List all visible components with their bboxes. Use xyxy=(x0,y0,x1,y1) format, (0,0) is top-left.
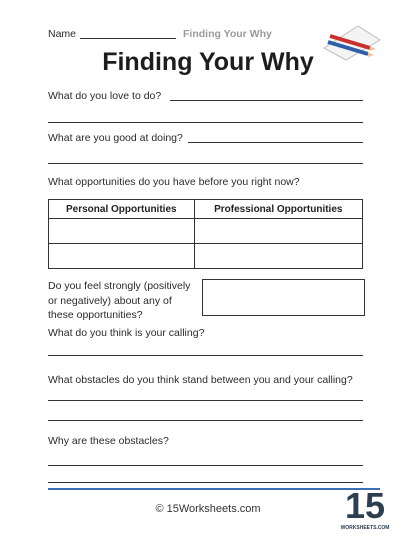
header-subtitle: Finding Your Why xyxy=(183,28,272,40)
table-cell[interactable] xyxy=(49,219,195,244)
table-cell[interactable] xyxy=(194,219,362,244)
page-title: Finding Your Why xyxy=(102,48,314,76)
answer-line[interactable] xyxy=(48,163,363,164)
opportunities-table xyxy=(48,199,363,269)
question-opportunities: What opportunities do you have before you right now? xyxy=(48,176,300,188)
worksheets-logo xyxy=(340,484,390,532)
answer-line[interactable] xyxy=(188,142,363,143)
column-header-professional: Professional Opportunities xyxy=(194,200,362,219)
question-feel-strongly-3: these opportunities? xyxy=(48,309,143,321)
footer-divider xyxy=(48,488,380,490)
question-why-obstacles: Why are these obstacles? xyxy=(48,435,169,447)
answer-line[interactable] xyxy=(48,420,363,421)
answer-box[interactable] xyxy=(202,279,365,316)
table-cell[interactable] xyxy=(49,244,195,269)
question-feel-strongly-2: or negatively) about any of xyxy=(48,295,172,307)
logo-number: 15 xyxy=(344,485,386,526)
question-good-at: What are you good at doing? xyxy=(48,132,183,144)
answer-line[interactable] xyxy=(48,400,363,401)
question-love-to-do: What do you love to do? xyxy=(48,90,162,102)
name-field-line[interactable] xyxy=(80,38,176,39)
answer-line[interactable] xyxy=(48,122,363,123)
question-feel-strongly-1: Do you feel strongly (positively xyxy=(48,280,191,292)
column-header-personal: Personal Opportunities xyxy=(49,200,195,219)
footer-copyright: © 15Worksheets.com xyxy=(155,503,261,515)
logo-text: WORKSHEETS.COM xyxy=(340,525,390,531)
answer-line[interactable] xyxy=(48,355,363,356)
name-label: Name xyxy=(48,28,77,40)
answer-line[interactable] xyxy=(170,100,363,101)
table-cell[interactable] xyxy=(194,244,362,269)
answer-line[interactable] xyxy=(48,482,363,483)
question-calling: What do you think is your calling? xyxy=(48,327,205,339)
question-obstacles: What obstacles do you think stand between you and your calling? xyxy=(48,374,353,386)
answer-line[interactable] xyxy=(48,465,363,466)
